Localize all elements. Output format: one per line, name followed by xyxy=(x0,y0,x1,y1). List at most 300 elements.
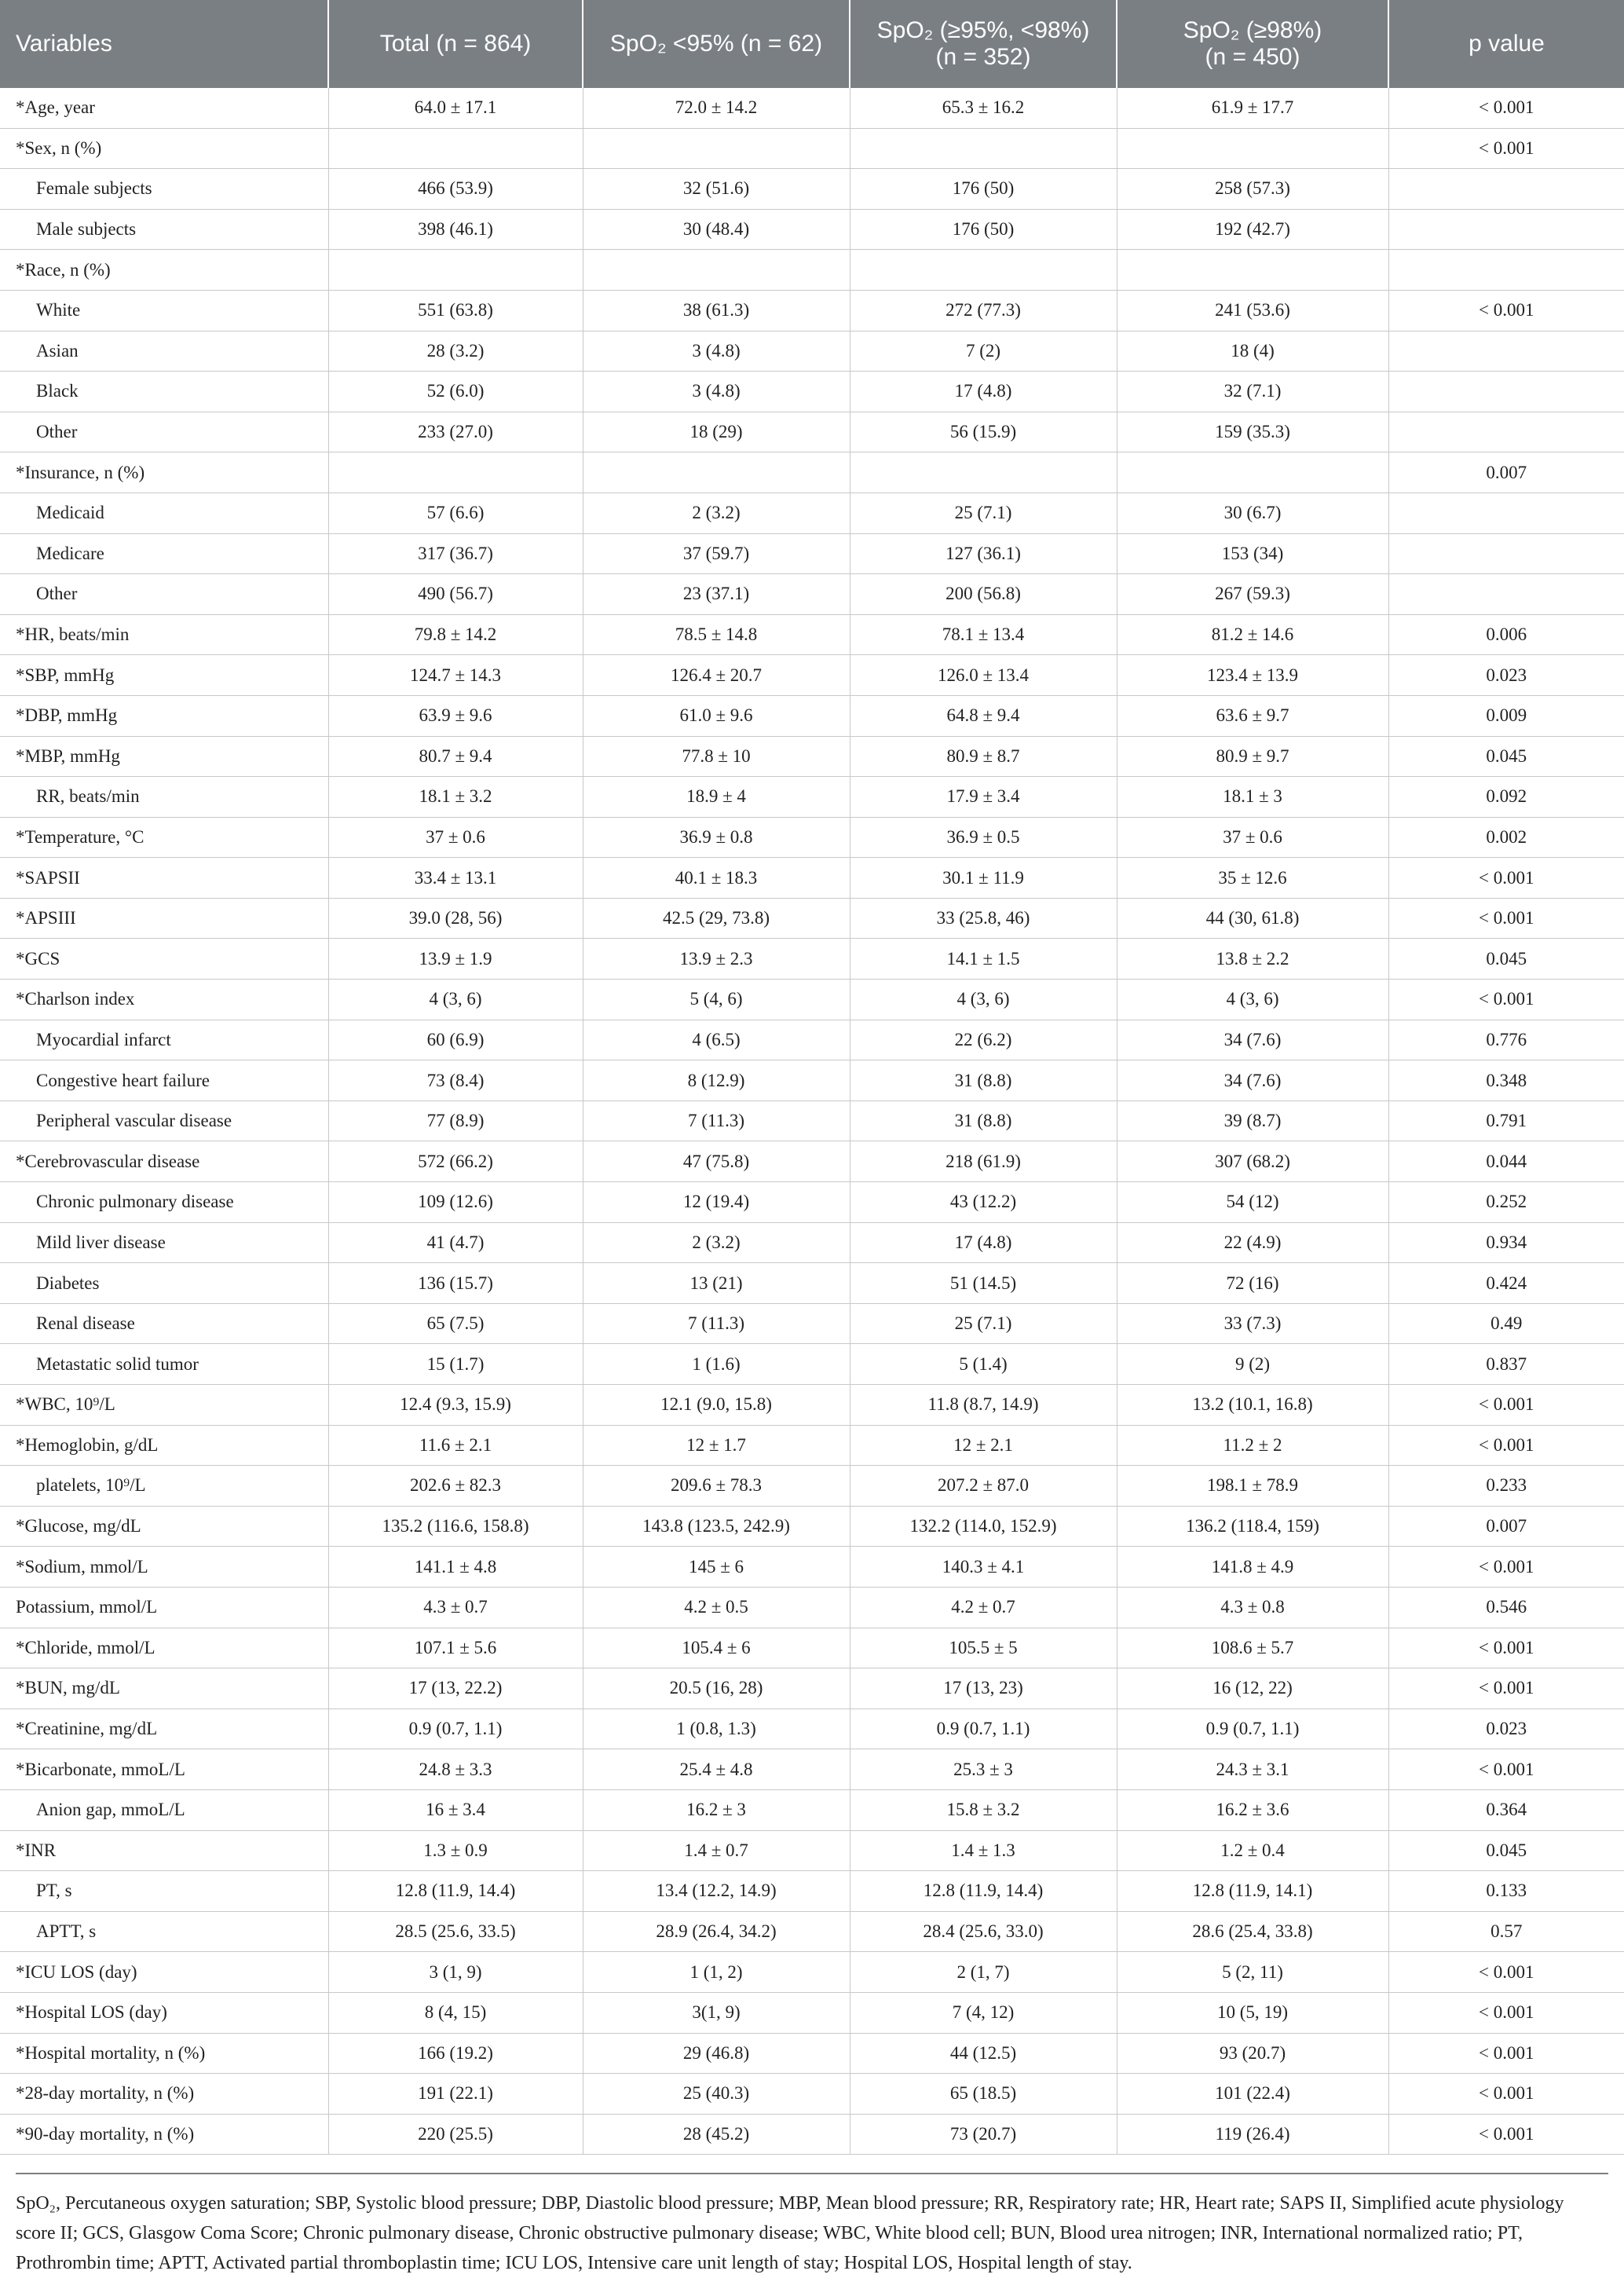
variable-cell: *Sex, n (%) xyxy=(0,128,328,169)
table-row xyxy=(0,858,1624,899)
spo2-mid-cell: 25 (7.1) xyxy=(850,493,1117,533)
spo2-mid-cell: 28.4 (25.6, 33.0) xyxy=(850,1911,1117,1952)
table-row xyxy=(0,1952,1624,1993)
table-row xyxy=(0,1668,1624,1709)
header-spo2-mid-line2: (n = 352) xyxy=(935,44,1031,70)
spo2-mid-cell: 11.8 (8.7, 14.9) xyxy=(850,1385,1117,1426)
p-value-cell: 0.023 xyxy=(1388,1708,1624,1749)
spo2-high-cell: 192 (42.7) xyxy=(1117,209,1388,250)
p-value-cell: < 0.001 xyxy=(1388,898,1624,939)
spo2-mid-cell: 176 (50) xyxy=(850,209,1117,250)
p-value-cell: 0.348 xyxy=(1388,1060,1624,1101)
spo2-high-cell: 63.6 ± 9.7 xyxy=(1117,695,1388,736)
p-value-cell xyxy=(1388,493,1624,533)
spo2-mid-cell: 15.8 ± 3.2 xyxy=(850,1789,1117,1830)
total-cell xyxy=(328,128,583,169)
spo2-mid-cell xyxy=(850,452,1117,493)
table-row xyxy=(0,2033,1624,2074)
p-value-cell xyxy=(1388,331,1624,372)
spo2-mid-cell: 140.3 ± 4.1 xyxy=(850,1547,1117,1588)
header-total: Total (n = 864) xyxy=(328,0,583,88)
variable-cell: Potassium, mmol/L xyxy=(0,1587,328,1628)
p-value-cell: < 0.001 xyxy=(1388,1952,1624,1993)
p-value-cell: 0.009 xyxy=(1388,695,1624,736)
spo2-mid-cell xyxy=(850,250,1117,291)
total-cell: 551 (63.8) xyxy=(328,290,583,331)
table-row xyxy=(0,2114,1624,2155)
variable-cell: Peripheral vascular disease xyxy=(0,1101,328,1141)
spo2-mid-cell: 4 (3, 6) xyxy=(850,980,1117,1020)
p-value-cell: < 0.001 xyxy=(1388,1628,1624,1668)
p-value-cell xyxy=(1388,209,1624,250)
spo2-low-cell: 40.1 ± 18.3 xyxy=(583,858,850,899)
total-cell: 141.1 ± 4.8 xyxy=(328,1547,583,1588)
spo2-mid-cell: 218 (61.9) xyxy=(850,1141,1117,1182)
table-row xyxy=(0,980,1624,1020)
spo2-low-cell: 42.5 (29, 73.8) xyxy=(583,898,850,939)
p-value-cell: 0.837 xyxy=(1388,1344,1624,1385)
total-cell: 4.3 ± 0.7 xyxy=(328,1587,583,1628)
spo2-low-cell: 18.9 ± 4 xyxy=(583,777,850,818)
spo2-high-cell xyxy=(1117,250,1388,291)
spo2-high-cell: 16.2 ± 3.6 xyxy=(1117,1789,1388,1830)
variable-cell: Medicare xyxy=(0,533,328,574)
spo2-high-cell: 241 (53.6) xyxy=(1117,290,1388,331)
variable-cell: *APSIII xyxy=(0,898,328,939)
table-row xyxy=(0,493,1624,533)
variable-cell: *Sodium, mmol/L xyxy=(0,1547,328,1588)
p-value-cell xyxy=(1388,372,1624,412)
variable-cell: Mild liver disease xyxy=(0,1222,328,1263)
table-row xyxy=(0,817,1624,858)
variable-cell: *BUN, mg/dL xyxy=(0,1668,328,1709)
spo2-low-cell: 209.6 ± 78.3 xyxy=(583,1466,850,1507)
spo2-high-cell: 119 (26.4) xyxy=(1117,2114,1388,2155)
spo2-mid-cell: 17.9 ± 3.4 xyxy=(850,777,1117,818)
table-footnote: SpO₂, Percutaneous oxygen saturation; SBP, Systolic blood pressure; DBP, Diastolic blood pressure; MBP, Mean blood pressure; RR, Respiratory rate; HR, Heart rate; SAPS II, Simplified acute physiology score II; GCS, Glasgow Coma Score; Chronic pulmonary disease, Chronic obstructive pulmonary disease; WBC, White blood cell; BUN, Blood urea nitrogen; INR, International normalized ratio; PT, Prothrombin time; APTT, Activated partial thromboplastin time; ICU LOS, Intensive care unit length of stay; Hospital LOS, Hospital length of stay. xyxy=(16,2173,1608,2278)
spo2-low-cell: 1.4 ± 0.7 xyxy=(583,1830,850,1871)
spo2-high-cell: 136.2 (118.4, 159) xyxy=(1117,1506,1388,1547)
spo2-high-cell: 18 (4) xyxy=(1117,331,1388,372)
spo2-low-cell: 28 (45.2) xyxy=(583,2114,850,2155)
variable-cell: *Hospital LOS (day) xyxy=(0,1992,328,2033)
header-spo2-mid xyxy=(850,0,1117,88)
total-cell: 107.1 ± 5.6 xyxy=(328,1628,583,1668)
table-row xyxy=(0,169,1624,210)
table-row xyxy=(0,290,1624,331)
spo2-high-cell: 0.9 (0.7, 1.1) xyxy=(1117,1708,1388,1749)
spo2-high-cell: 28.6 (25.4, 33.8) xyxy=(1117,1911,1388,1952)
header-spo2-low: SpO₂ <95% (n = 62) xyxy=(583,0,850,88)
spo2-mid-cell: 2 (1, 7) xyxy=(850,1952,1117,1993)
spo2-high-cell: 34 (7.6) xyxy=(1117,1060,1388,1101)
table-row xyxy=(0,1628,1624,1668)
p-value-cell: 0.007 xyxy=(1388,452,1624,493)
spo2-low-cell xyxy=(583,128,850,169)
spo2-high-cell: 81.2 ± 14.6 xyxy=(1117,614,1388,655)
variable-cell: Myocardial infarct xyxy=(0,1020,328,1060)
spo2-low-cell: 13.4 (12.2, 14.9) xyxy=(583,1871,850,1912)
p-value-cell: 0.133 xyxy=(1388,1871,1624,1912)
total-cell: 572 (66.2) xyxy=(328,1141,583,1182)
total-cell: 41 (4.7) xyxy=(328,1222,583,1263)
variable-cell: *Insurance, n (%) xyxy=(0,452,328,493)
spo2-mid-cell: 126.0 ± 13.4 xyxy=(850,655,1117,696)
variable-cell: *GCS xyxy=(0,939,328,980)
spo2-mid-cell: 127 (36.1) xyxy=(850,533,1117,574)
p-value-cell: 0.006 xyxy=(1388,614,1624,655)
variable-cell: Renal disease xyxy=(0,1303,328,1344)
table-row xyxy=(0,736,1624,777)
total-cell: 39.0 (28, 56) xyxy=(328,898,583,939)
spo2-low-cell: 20.5 (16, 28) xyxy=(583,1668,850,1709)
p-value-cell: < 0.001 xyxy=(1388,2033,1624,2074)
total-cell: 220 (25.5) xyxy=(328,2114,583,2155)
total-cell: 12.8 (11.9, 14.4) xyxy=(328,1871,583,1912)
p-value-cell: 0.364 xyxy=(1388,1789,1624,1830)
spo2-low-cell: 126.4 ± 20.7 xyxy=(583,655,850,696)
spo2-mid-cell: 36.9 ± 0.5 xyxy=(850,817,1117,858)
spo2-low-cell xyxy=(583,452,850,493)
spo2-low-cell: 78.5 ± 14.8 xyxy=(583,614,850,655)
variable-cell: *Chloride, mmol/L xyxy=(0,1628,328,1668)
spo2-low-cell: 7 (11.3) xyxy=(583,1101,850,1141)
spo2-low-cell: 145 ± 6 xyxy=(583,1547,850,1588)
spo2-high-cell: 18.1 ± 3 xyxy=(1117,777,1388,818)
spo2-mid-cell: 200 (56.8) xyxy=(850,574,1117,615)
variable-cell: Diabetes xyxy=(0,1263,328,1304)
table-row xyxy=(0,898,1624,939)
spo2-mid-cell: 44 (12.5) xyxy=(850,2033,1117,2074)
p-value-cell: 0.045 xyxy=(1388,1830,1624,1871)
p-value-cell: 0.49 xyxy=(1388,1303,1624,1344)
spo2-mid-cell: 272 (77.3) xyxy=(850,290,1117,331)
variable-cell: *28-day mortality, n (%) xyxy=(0,2074,328,2115)
variable-cell: Other xyxy=(0,412,328,452)
table-row xyxy=(0,1547,1624,1588)
table-row xyxy=(0,1182,1624,1223)
total-cell: 37 ± 0.6 xyxy=(328,817,583,858)
total-cell: 64.0 ± 17.1 xyxy=(328,88,583,128)
table-row xyxy=(0,1344,1624,1385)
total-cell: 11.6 ± 2.1 xyxy=(328,1425,583,1466)
table-row xyxy=(0,1101,1624,1141)
variable-cell: *Charlson index xyxy=(0,980,328,1020)
table-row xyxy=(0,1466,1624,1507)
header-p-value: p value xyxy=(1388,0,1624,88)
spo2-low-cell: 12 (19.4) xyxy=(583,1182,850,1223)
spo2-low-cell: 3 (4.8) xyxy=(583,331,850,372)
p-value-cell: 0.092 xyxy=(1388,777,1624,818)
total-cell: 16 ± 3.4 xyxy=(328,1789,583,1830)
spo2-high-cell: 9 (2) xyxy=(1117,1344,1388,1385)
table-row xyxy=(0,1749,1624,1790)
spo2-high-cell: 1.2 ± 0.4 xyxy=(1117,1830,1388,1871)
table-row xyxy=(0,939,1624,980)
table-row xyxy=(0,1222,1624,1263)
spo2-low-cell: 1 (1.6) xyxy=(583,1344,850,1385)
table-row xyxy=(0,1141,1624,1182)
spo2-high-cell xyxy=(1117,128,1388,169)
header-variables: Variables xyxy=(0,0,328,88)
variable-cell: Male subjects xyxy=(0,209,328,250)
spo2-high-cell: 258 (57.3) xyxy=(1117,169,1388,210)
spo2-low-cell: 28.9 (26.4, 34.2) xyxy=(583,1911,850,1952)
p-value-cell: 0.002 xyxy=(1388,817,1624,858)
total-cell: 13.9 ± 1.9 xyxy=(328,939,583,980)
table-row xyxy=(0,1425,1624,1466)
total-cell: 191 (22.1) xyxy=(328,2074,583,2115)
p-value-cell: 0.57 xyxy=(1388,1911,1624,1952)
spo2-low-cell: 16.2 ± 3 xyxy=(583,1789,850,1830)
spo2-mid-cell: 51 (14.5) xyxy=(850,1263,1117,1304)
spo2-high-cell: 198.1 ± 78.9 xyxy=(1117,1466,1388,1507)
spo2-low-cell: 105.4 ± 6 xyxy=(583,1628,850,1668)
spo2-low-cell: 8 (12.9) xyxy=(583,1060,850,1101)
header-spo2-high-line1: SpO₂ (≥98%) xyxy=(1183,17,1322,43)
total-cell: 490 (56.7) xyxy=(328,574,583,615)
table-row xyxy=(0,88,1624,128)
p-value-cell: < 0.001 xyxy=(1388,1749,1624,1790)
spo2-high-cell: 35 ± 12.6 xyxy=(1117,858,1388,899)
spo2-low-cell: 13 (21) xyxy=(583,1263,850,1304)
spo2-high-cell: 108.6 ± 5.7 xyxy=(1117,1628,1388,1668)
p-value-cell: < 0.001 xyxy=(1388,1668,1624,1709)
spo2-low-cell: 18 (29) xyxy=(583,412,850,452)
spo2-mid-cell: 105.5 ± 5 xyxy=(850,1628,1117,1668)
spo2-low-cell: 38 (61.3) xyxy=(583,290,850,331)
total-cell: 73 (8.4) xyxy=(328,1060,583,1101)
spo2-mid-cell: 22 (6.2) xyxy=(850,1020,1117,1060)
total-cell: 52 (6.0) xyxy=(328,372,583,412)
spo2-mid-cell: 56 (15.9) xyxy=(850,412,1117,452)
spo2-mid-cell: 17 (13, 23) xyxy=(850,1668,1117,1709)
spo2-mid-cell: 132.2 (114.0, 152.9) xyxy=(850,1506,1117,1547)
total-cell: 8 (4, 15) xyxy=(328,1992,583,2033)
spo2-mid-cell: 17 (4.8) xyxy=(850,372,1117,412)
total-cell: 33.4 ± 13.1 xyxy=(328,858,583,899)
p-value-cell: 0.007 xyxy=(1388,1506,1624,1547)
p-value-cell: 0.252 xyxy=(1388,1182,1624,1223)
total-cell: 124.7 ± 14.3 xyxy=(328,655,583,696)
p-value-cell: 0.233 xyxy=(1388,1466,1624,1507)
table-row xyxy=(0,695,1624,736)
spo2-low-cell: 12.1 (9.0, 15.8) xyxy=(583,1385,850,1426)
variable-cell: *Age, year xyxy=(0,88,328,128)
table-row xyxy=(0,250,1624,291)
table-row xyxy=(0,1060,1624,1101)
variable-cell: platelets, 10⁹/L xyxy=(0,1466,328,1507)
spo2-mid-cell: 73 (20.7) xyxy=(850,2114,1117,2155)
p-value-cell: 0.045 xyxy=(1388,939,1624,980)
spo2-mid-cell: 31 (8.8) xyxy=(850,1101,1117,1141)
p-value-cell: < 0.001 xyxy=(1388,1547,1624,1588)
table-row xyxy=(0,533,1624,574)
total-cell: 63.9 ± 9.6 xyxy=(328,695,583,736)
p-value-cell: < 0.001 xyxy=(1388,290,1624,331)
variable-cell: APTT, s xyxy=(0,1911,328,1952)
spo2-low-cell: 143.8 (123.5, 242.9) xyxy=(583,1506,850,1547)
header-spo2-mid-line1: SpO₂ (≥95%, <98%) xyxy=(876,17,1090,43)
variable-cell: *Creatinine, mg/dL xyxy=(0,1708,328,1749)
variable-cell: *Hospital mortality, n (%) xyxy=(0,2033,328,2074)
table-row xyxy=(0,452,1624,493)
spo2-low-cell xyxy=(583,250,850,291)
table-row xyxy=(0,1506,1624,1547)
p-value-cell xyxy=(1388,412,1624,452)
table-row xyxy=(0,209,1624,250)
variable-cell: Other xyxy=(0,574,328,615)
spo2-low-cell: 72.0 ± 14.2 xyxy=(583,88,850,128)
total-cell: 15 (1.7) xyxy=(328,1344,583,1385)
table-row xyxy=(0,1385,1624,1426)
table-row xyxy=(0,1263,1624,1304)
p-value-cell: 0.044 xyxy=(1388,1141,1624,1182)
variable-cell: *ICU LOS (day) xyxy=(0,1952,328,1993)
spo2-high-cell: 10 (5, 19) xyxy=(1117,1992,1388,2033)
spo2-high-cell: 4.3 ± 0.8 xyxy=(1117,1587,1388,1628)
total-cell: 80.7 ± 9.4 xyxy=(328,736,583,777)
total-cell: 202.6 ± 82.3 xyxy=(328,1466,583,1507)
p-value-cell: 0.791 xyxy=(1388,1101,1624,1141)
p-value-cell: < 0.001 xyxy=(1388,128,1624,169)
variable-cell: Metastatic solid tumor xyxy=(0,1344,328,1385)
header-spo2-high xyxy=(1117,0,1388,88)
spo2-mid-cell: 78.1 ± 13.4 xyxy=(850,614,1117,655)
spo2-low-cell: 32 (51.6) xyxy=(583,169,850,210)
total-cell: 135.2 (116.6, 158.8) xyxy=(328,1506,583,1547)
total-cell: 57 (6.6) xyxy=(328,493,583,533)
table-row xyxy=(0,1871,1624,1912)
p-value-cell: < 0.001 xyxy=(1388,2074,1624,2115)
table-row xyxy=(0,1911,1624,1952)
spo2-high-cell: 267 (59.3) xyxy=(1117,574,1388,615)
table-body xyxy=(0,88,1624,2155)
variable-cell: Anion gap, mmoL/L xyxy=(0,1789,328,1830)
spo2-low-cell: 25 (40.3) xyxy=(583,2074,850,2115)
spo2-high-cell: 5 (2, 11) xyxy=(1117,1952,1388,1993)
spo2-high-cell: 24.3 ± 3.1 xyxy=(1117,1749,1388,1790)
spo2-high-cell: 80.9 ± 9.7 xyxy=(1117,736,1388,777)
spo2-mid-cell: 80.9 ± 8.7 xyxy=(850,736,1117,777)
spo2-mid-cell: 14.1 ± 1.5 xyxy=(850,939,1117,980)
spo2-high-cell: 33 (7.3) xyxy=(1117,1303,1388,1344)
variable-cell: *Bicarbonate, mmoL/L xyxy=(0,1749,328,1790)
spo2-low-cell: 12 ± 1.7 xyxy=(583,1425,850,1466)
total-cell: 0.9 (0.7, 1.1) xyxy=(328,1708,583,1749)
spo2-low-cell: 23 (37.1) xyxy=(583,574,850,615)
spo2-low-cell: 25.4 ± 4.8 xyxy=(583,1749,850,1790)
spo2-low-cell: 13.9 ± 2.3 xyxy=(583,939,850,980)
spo2-low-cell: 37 (59.7) xyxy=(583,533,850,574)
spo2-high-cell: 123.4 ± 13.9 xyxy=(1117,655,1388,696)
spo2-high-cell: 72 (16) xyxy=(1117,1263,1388,1304)
spo2-low-cell: 2 (3.2) xyxy=(583,1222,850,1263)
p-value-cell: 0.023 xyxy=(1388,655,1624,696)
spo2-high-cell: 4 (3, 6) xyxy=(1117,980,1388,1020)
spo2-low-cell: 29 (46.8) xyxy=(583,2033,850,2074)
spo2-low-cell: 5 (4, 6) xyxy=(583,980,850,1020)
spo2-low-cell: 4 (6.5) xyxy=(583,1020,850,1060)
p-value-cell: < 0.001 xyxy=(1388,1992,1624,2033)
table-row xyxy=(0,1789,1624,1830)
total-cell xyxy=(328,250,583,291)
p-value-cell xyxy=(1388,250,1624,291)
spo2-mid-cell: 65.3 ± 16.2 xyxy=(850,88,1117,128)
spo2-mid-cell: 64.8 ± 9.4 xyxy=(850,695,1117,736)
spo2-high-cell: 30 (6.7) xyxy=(1117,493,1388,533)
p-value-cell: 0.546 xyxy=(1388,1587,1624,1628)
p-value-cell: 0.045 xyxy=(1388,736,1624,777)
spo2-mid-cell: 12 ± 2.1 xyxy=(850,1425,1117,1466)
p-value-cell xyxy=(1388,169,1624,210)
spo2-high-cell: 13.2 (10.1, 16.8) xyxy=(1117,1385,1388,1426)
spo2-mid-cell: 1.4 ± 1.3 xyxy=(850,1830,1117,1871)
spo2-mid-cell: 4.2 ± 0.7 xyxy=(850,1587,1117,1628)
p-value-cell: < 0.001 xyxy=(1388,858,1624,899)
spo2-high-cell: 11.2 ± 2 xyxy=(1117,1425,1388,1466)
total-cell: 109 (12.6) xyxy=(328,1182,583,1223)
p-value-cell xyxy=(1388,574,1624,615)
spo2-high-cell: 153 (34) xyxy=(1117,533,1388,574)
spo2-mid-cell: 25 (7.1) xyxy=(850,1303,1117,1344)
spo2-high-cell: 61.9 ± 17.7 xyxy=(1117,88,1388,128)
spo2-high-cell: 93 (20.7) xyxy=(1117,2033,1388,2074)
spo2-low-cell: 47 (75.8) xyxy=(583,1141,850,1182)
spo2-high-cell: 39 (8.7) xyxy=(1117,1101,1388,1141)
spo2-mid-cell: 7 (2) xyxy=(850,331,1117,372)
spo2-high-cell: 159 (35.3) xyxy=(1117,412,1388,452)
variable-cell: *WBC, 10⁹/L xyxy=(0,1385,328,1426)
total-cell: 136 (15.7) xyxy=(328,1263,583,1304)
spo2-low-cell: 30 (48.4) xyxy=(583,209,850,250)
spo2-low-cell: 36.9 ± 0.8 xyxy=(583,817,850,858)
variable-cell: Congestive heart failure xyxy=(0,1060,328,1101)
total-cell: 12.4 (9.3, 15.9) xyxy=(328,1385,583,1426)
spo2-low-cell: 4.2 ± 0.5 xyxy=(583,1587,850,1628)
spo2-high-cell: 22 (4.9) xyxy=(1117,1222,1388,1263)
spo2-high-cell: 307 (68.2) xyxy=(1117,1141,1388,1182)
table-row xyxy=(0,655,1624,696)
p-value-cell xyxy=(1388,533,1624,574)
variable-cell: White xyxy=(0,290,328,331)
variable-cell: RR, beats/min xyxy=(0,777,328,818)
spo2-mid-cell: 207.2 ± 87.0 xyxy=(850,1466,1117,1507)
p-value-cell: 0.424 xyxy=(1388,1263,1624,1304)
spo2-high-cell: 141.8 ± 4.9 xyxy=(1117,1547,1388,1588)
variable-cell: Asian xyxy=(0,331,328,372)
table-row xyxy=(0,1708,1624,1749)
total-cell: 77 (8.9) xyxy=(328,1101,583,1141)
total-cell: 3 (1, 9) xyxy=(328,1952,583,1993)
total-cell: 4 (3, 6) xyxy=(328,980,583,1020)
total-cell: 233 (27.0) xyxy=(328,412,583,452)
table-row xyxy=(0,128,1624,169)
variable-cell: *Cerebrovascular disease xyxy=(0,1141,328,1182)
spo2-high-cell: 13.8 ± 2.2 xyxy=(1117,939,1388,980)
variable-cell: *SBP, mmHg xyxy=(0,655,328,696)
variable-cell: *SAPSII xyxy=(0,858,328,899)
total-cell: 17 (13, 22.2) xyxy=(328,1668,583,1709)
variable-cell: *MBP, mmHg xyxy=(0,736,328,777)
variable-cell: *90-day mortality, n (%) xyxy=(0,2114,328,2155)
variable-cell: PT, s xyxy=(0,1871,328,1912)
spo2-high-cell: 12.8 (11.9, 14.1) xyxy=(1117,1871,1388,1912)
spo2-low-cell: 2 (3.2) xyxy=(583,493,850,533)
total-cell: 166 (19.2) xyxy=(328,2033,583,2074)
spo2-mid-cell: 17 (4.8) xyxy=(850,1222,1117,1263)
total-cell: 18.1 ± 3.2 xyxy=(328,777,583,818)
